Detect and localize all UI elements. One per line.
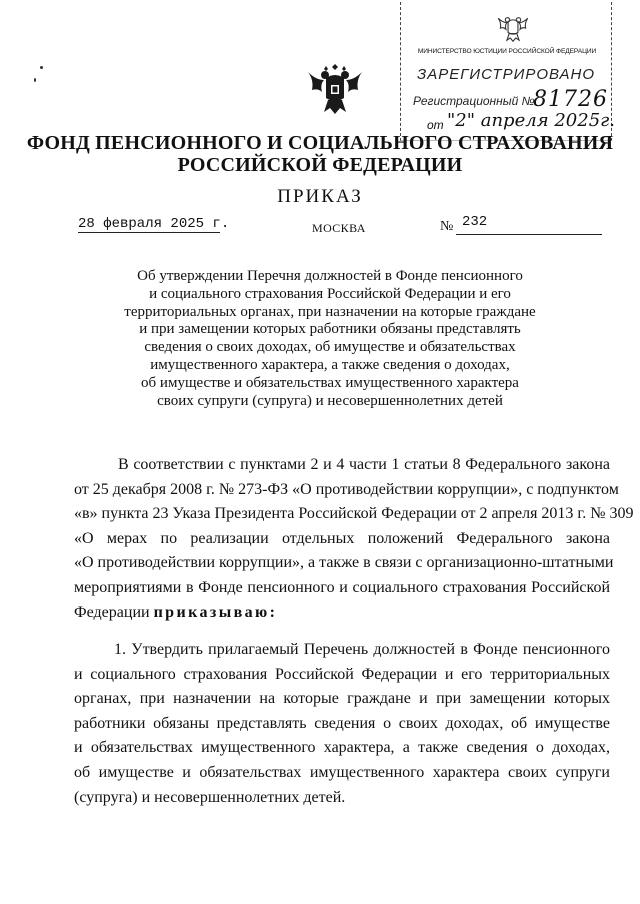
intro-last-prefix: Федерации <box>74 603 150 621</box>
organization-name-line2: РОССИЙСКОЙ ФЕДЕРАЦИИ <box>177 154 463 176</box>
double-headed-eagle-icon <box>304 58 366 118</box>
paragraph-line: и социального страхования Российской Федерации и его территориальных <box>74 665 610 683</box>
paragraph-line: работники обязаны представлять сведения о своих доходах, об имуществе <box>74 714 610 732</box>
stamp-date-value: "2" апреля 2025г. <box>447 110 615 131</box>
paragraph-line: «О мерах по реализации отдельных положений Федерального закона <box>74 529 610 547</box>
paragraph-line: и обязательствах имущественного характера, а также сведения о доходах, <box>74 739 610 757</box>
document-title <box>100 268 560 410</box>
double-headed-eagle-icon <box>496 10 530 44</box>
stamp-regnum-value: 81726 <box>533 87 608 112</box>
title-line: имущественного характера, а также сведения о доходах, <box>150 356 510 373</box>
paragraph-line: органах, при назначении на которые граждане и при замещении которых <box>74 690 610 708</box>
paragraph-line: 1. Утвердить прилагаемый Перечень должностей в Фонде пенсионного <box>114 641 610 658</box>
paragraph-line: от 25 декабря 2008 г. № 273-ФЗ «О противодействии коррупции», с подпунктом <box>74 480 619 498</box>
scan-speck <box>40 66 43 69</box>
title-line: и социального страхования Российской Федерации и его <box>149 285 511 302</box>
document-date: 28 февраля 2025 г. <box>78 216 230 232</box>
document-type: ПРИКАЗ <box>277 186 363 207</box>
order-word: приказываю: <box>153 603 278 621</box>
paragraph-line <box>74 601 610 626</box>
registration-stamp <box>400 2 615 141</box>
title-line: и при замещении которых работники обязаны представлять <box>139 321 521 338</box>
paragraph-line: «О противодействии коррупции», а также в связи с организационно-штатными <box>74 554 614 572</box>
intro-paragraph <box>74 453 634 625</box>
paragraph-line: об имуществе и обязательствах имущественного характера своих супруги <box>74 763 610 781</box>
scan-speck <box>34 78 36 82</box>
document-number-label: № <box>440 219 454 234</box>
stamp-status: ЗАРЕГИСТРИРОВАНО <box>416 66 596 83</box>
document-number: 232 <box>462 214 488 230</box>
paragraph-line: «в» пункта 23 Указа Президента Российской Федерации от 2 апреля 2013 г. № 309 <box>74 505 634 523</box>
stamp-ministry: МИНИСТЕРСТВО ЮСТИЦИИ РОССИЙСКОЙ ФЕДЕРАЦИИ <box>417 48 597 55</box>
title-line: своих супруги (супруга) и несовершеннолетних детей <box>157 392 503 409</box>
stamp-regnum-label: Регистрационный № <box>413 94 535 108</box>
paragraph-line: мероприятиями в Фонде пенсионного и социального страхования Российской <box>74 578 610 596</box>
title-line: об имуществе и обязательствах имущественного характера <box>141 374 519 391</box>
document-city: МОСКВА <box>312 221 366 235</box>
title-line: Об утверждении Перечня должностей в Фонде пенсионного <box>137 268 523 284</box>
title-line: сведения о своих доходах, об имуществе и обязательствах <box>144 339 516 356</box>
organization-name-line1: ФОНД ПЕНСИОННОГО И СОЦИАЛЬНОГО СТРАХОВАНИЯ <box>26 132 614 154</box>
paragraph-line: В соответствии с пунктами 2 и 4 части 1 статьи 8 Федерального закона <box>118 456 610 473</box>
item-1-paragraph <box>74 638 610 810</box>
stamp-date-prefix: от <box>427 118 444 132</box>
title-line: территориальных органах, при назначении на которые граждане <box>124 303 536 320</box>
paragraph-line: (супруга) и несовершеннолетних детей. <box>74 788 346 806</box>
